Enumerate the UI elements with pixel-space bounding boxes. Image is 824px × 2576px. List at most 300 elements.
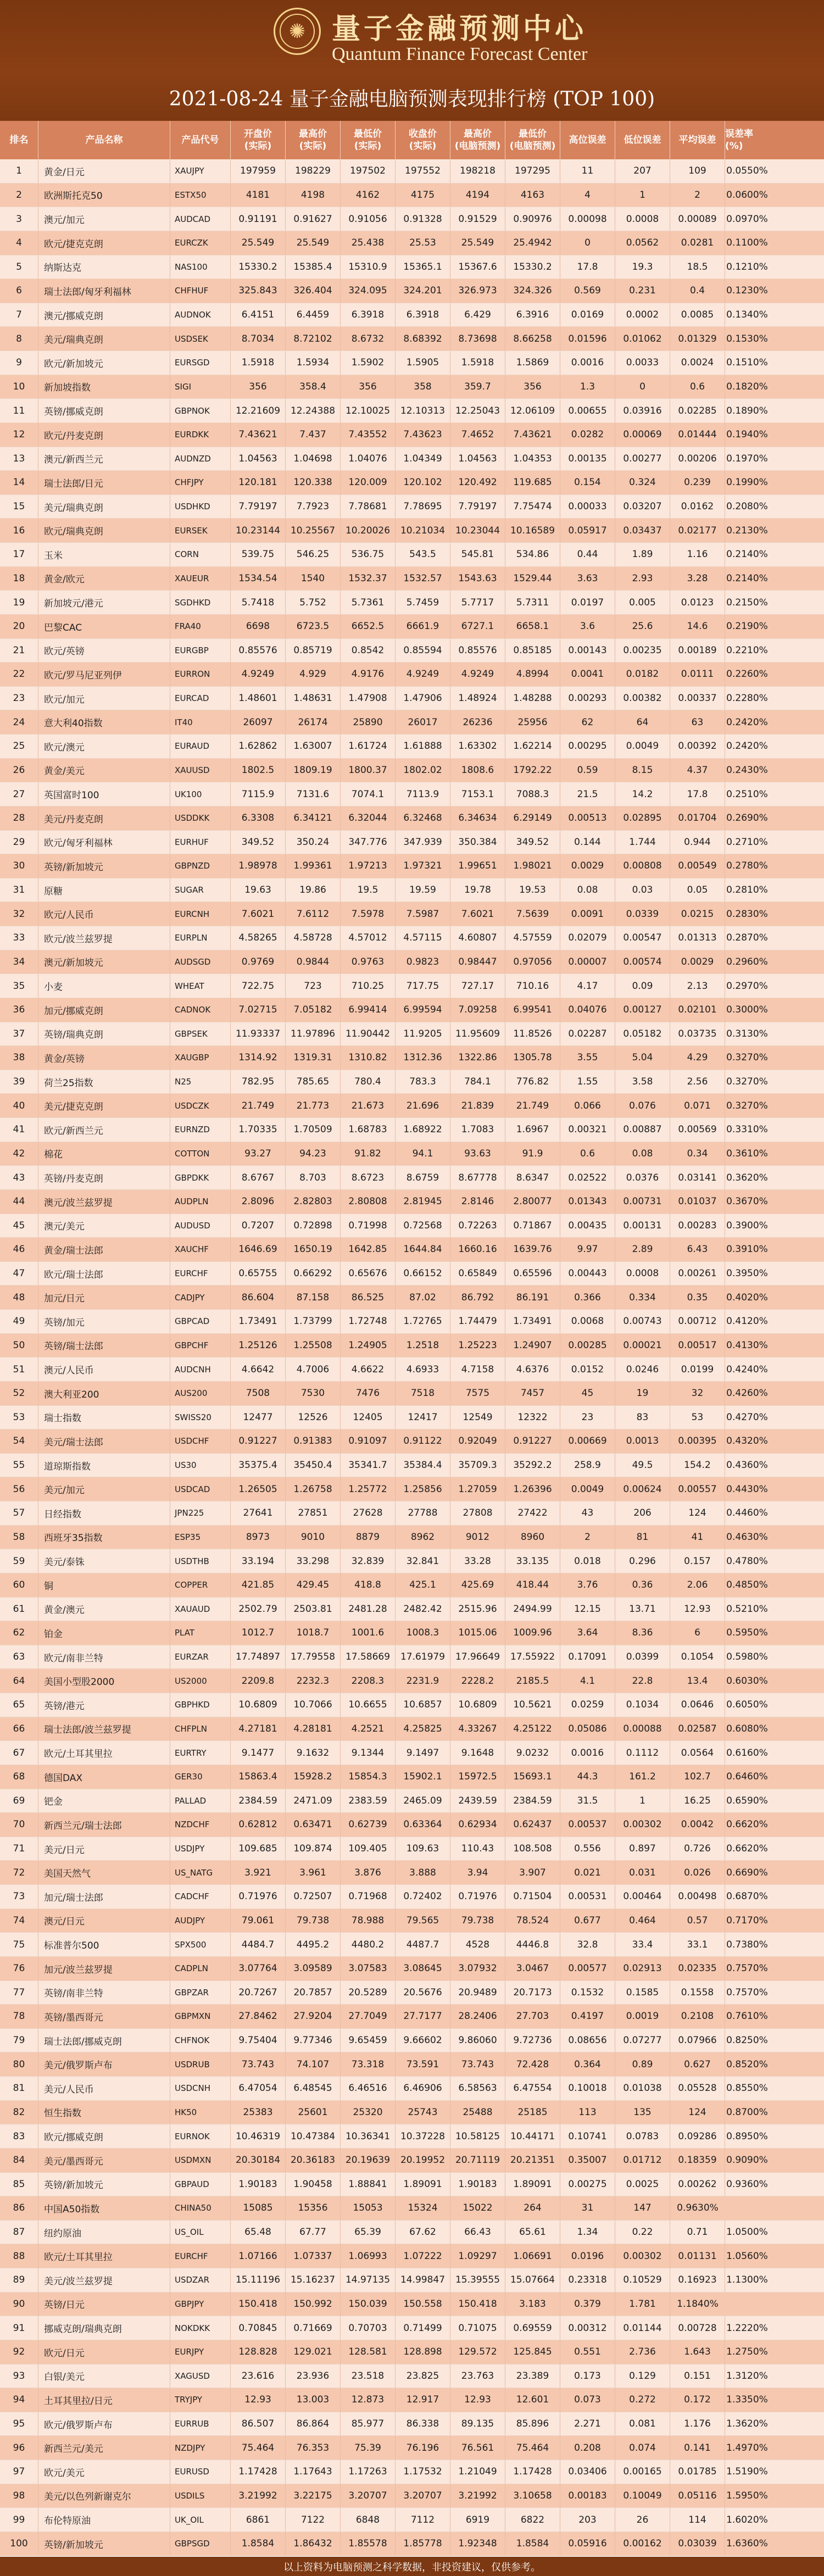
column-header-label: 排名: [9, 135, 29, 146]
table-cell: 85.977: [341, 2412, 396, 2436]
table-cell: 81: [615, 1526, 670, 1549]
table-row: [0, 663, 824, 687]
table-cell: 33.135: [505, 1549, 560, 1573]
table-cell: 1.781: [615, 2293, 670, 2316]
table-cell: 4163: [505, 183, 560, 207]
table-cell: 12: [0, 423, 38, 447]
table-cell: 35450.4: [286, 1454, 341, 1477]
table-cell: 0: [615, 375, 670, 399]
table-cell: 0.0197: [560, 591, 615, 614]
table-cell: 12.15: [560, 1598, 615, 1621]
table-cell: 19.86: [286, 878, 341, 902]
table-cell: 55: [0, 1454, 38, 1477]
table-cell: 4.58265: [231, 926, 286, 950]
table-cell: 23: [560, 1406, 615, 1429]
table-cell: 6.4459: [286, 303, 341, 327]
table-row: [0, 2532, 824, 2556]
table-row: [0, 902, 824, 926]
table-cell: 欧元/新西兰元: [38, 1118, 170, 1142]
table-cell: 129.572: [450, 2340, 505, 2364]
table-cell: 0.00033: [560, 495, 615, 519]
table-cell: 20.19952: [396, 2149, 450, 2172]
table-cell: 0.00887: [615, 1118, 670, 1142]
table-cell: 3.64: [560, 1621, 615, 1645]
table-cell: USDZAR: [170, 2268, 231, 2292]
table-row: [0, 2436, 824, 2460]
table-cell: 0.3270%: [726, 1076, 768, 1088]
table-cell: 0.9823: [396, 950, 450, 974]
table-cell: 53: [0, 1406, 38, 1429]
table-cell: 原糖: [38, 878, 170, 902]
table-cell: 0.3620%: [726, 1172, 768, 1183]
table-cell: 0.4850%: [726, 1579, 768, 1591]
table-cell: GBPCAD: [170, 1310, 231, 1333]
table-cell: 86.338: [396, 2412, 450, 2436]
table-cell: 12477: [231, 1406, 286, 1429]
table-cell: 1.97321: [396, 854, 450, 878]
table-cell: 4.9249: [396, 663, 450, 686]
table-cell: 0.65676: [341, 1262, 396, 1286]
table-cell: 0.2830%: [726, 908, 768, 920]
table-cell: 25383: [231, 2101, 286, 2124]
table-cell: 114: [670, 2508, 725, 2532]
table-cell: 4.25122: [505, 1717, 560, 1741]
table-cell: 1.89091: [505, 2173, 560, 2196]
table-cell: 31: [560, 2196, 615, 2220]
table-row: [0, 782, 824, 806]
table-cell: 4198: [286, 183, 341, 207]
table-cell: 0.0049: [615, 735, 670, 758]
table-cell: 4.33267: [450, 1717, 505, 1741]
table-cell: 6658.1: [505, 615, 560, 638]
table-cell: 9.77346: [286, 2029, 341, 2052]
table-cell: 欧元/土耳其里拉: [38, 2244, 170, 2268]
table-cell: 23.518: [341, 2364, 396, 2388]
table-cell: 1.70509: [286, 1118, 341, 1142]
table-cell: 0.00624: [615, 1477, 670, 1501]
table-cell: 72: [0, 1861, 38, 1884]
brand-logo: [274, 8, 321, 55]
table-cell: 356: [341, 375, 396, 399]
table-cell: 1.61888: [396, 735, 450, 758]
table-cell: 48: [0, 1286, 38, 1309]
table-cell: 27.7177: [396, 2005, 450, 2028]
table-cell: 0.69559: [505, 2316, 560, 2340]
table-cell: 0.92049: [450, 1429, 505, 1453]
table-cell: 0.0282: [560, 423, 615, 447]
table-cell: 0.0033: [615, 351, 670, 375]
table-cell: 0.1530%: [726, 333, 768, 344]
table-cell: USDSEK: [170, 327, 231, 350]
table-cell: 62: [560, 710, 615, 734]
table-cell: 86.507: [231, 2412, 286, 2436]
table-cell: 15356: [286, 2196, 341, 2220]
table-cell: 0.71976: [450, 1885, 505, 1909]
table-cell: 中国A50指数: [38, 2196, 170, 2220]
table-cell: 1646.69: [231, 1238, 286, 1261]
table-cell: 2.271: [560, 2412, 615, 2436]
table-cell: 7.43621: [505, 423, 560, 447]
table-cell: 白银/美元: [38, 2364, 170, 2388]
column-header-sublabel: (实际): [409, 141, 437, 152]
table-cell: 2.56: [670, 1070, 725, 1094]
table-cell: 0.1532: [560, 1981, 615, 2005]
table-cell: 0.91056: [341, 207, 396, 231]
table-cell: 瑞士法郎/日元: [38, 471, 170, 494]
table-cell: 0.00395: [670, 1429, 725, 1453]
table-cell: 15863.4: [231, 1765, 286, 1789]
table-cell: 1: [615, 1789, 670, 1813]
table-cell: 3.20707: [396, 2484, 450, 2508]
table-cell: 86.604: [231, 1286, 286, 1309]
table-cell: 27422: [505, 1501, 560, 1525]
table-cell: 1.73491: [231, 1310, 286, 1333]
table-cell: 90: [0, 2293, 38, 2316]
table-cell: 11.93337: [231, 1022, 286, 1046]
table-cell: 5.7418: [231, 591, 286, 614]
table-cell: 23: [0, 687, 38, 710]
table-cell: 美元/瑞典克朗: [38, 327, 170, 350]
table-cell: 1.72765: [396, 1310, 450, 1333]
table-cell: 0.91383: [286, 1429, 341, 1453]
table-cell: 3.07583: [341, 1957, 396, 1980]
table-cell: 60: [0, 1573, 38, 1597]
table-cell: 8.7034: [231, 327, 286, 350]
table-cell: 1.48601: [231, 687, 286, 710]
table-cell: 1.5934: [286, 351, 341, 375]
table-cell: 8.67778: [450, 1166, 505, 1189]
table-cell: 32: [0, 902, 38, 926]
table-cell: 32.8: [560, 1933, 615, 1956]
table-cell: 0.91191: [231, 207, 286, 231]
table-cell: 33.1: [670, 1933, 725, 1956]
table-cell: 6919: [450, 2508, 505, 2532]
table-cell: 1.55: [560, 1070, 615, 1094]
table-cell: 1.1840%: [677, 2298, 719, 2310]
table-cell: 78.988: [341, 1909, 396, 1933]
table-cell: 1.2220%: [726, 2322, 768, 2334]
table-cell: EURHUF: [170, 831, 231, 854]
table-cell: 1.62214: [505, 735, 560, 758]
ranking-table: [0, 159, 824, 2556]
table-cell: EURCHF: [170, 1262, 231, 1286]
table-cell: 澳元/加元: [38, 207, 170, 231]
table-cell: 4.29: [670, 1046, 725, 1070]
table-cell: 120.009: [341, 471, 396, 494]
table-cell: 41: [0, 1118, 38, 1142]
table-cell: 0.154: [560, 471, 615, 494]
table-row: [0, 2077, 824, 2101]
table-row: [0, 1357, 824, 1382]
column-header-sublabel: (电脑预测): [509, 141, 556, 152]
table-cell: 0.07966: [670, 2029, 725, 2052]
table-cell: 2.80077: [505, 1190, 560, 1214]
table-cell: 道琼斯指数: [38, 1454, 170, 1477]
table-cell: CADNOK: [170, 998, 231, 1022]
table-cell: 0.02079: [560, 926, 615, 950]
table-cell: 0.08656: [560, 2029, 615, 2052]
table-cell: 15324: [396, 2196, 450, 2220]
table-cell: USDCZK: [170, 1094, 231, 1117]
table-cell: 0.10741: [560, 2124, 615, 2148]
table-cell: 0.4260%: [726, 1388, 768, 1399]
table-cell: 94: [0, 2388, 38, 2412]
table-cell: NAS100: [170, 255, 231, 279]
table-cell: 12.93: [231, 2388, 286, 2412]
table-cell: 7.79197: [450, 495, 505, 519]
table-cell: 79.061: [231, 1909, 286, 1933]
table-cell: EURPLN: [170, 926, 231, 950]
table-row: [0, 1406, 824, 1430]
table-cell: 1.98021: [505, 854, 560, 878]
table-cell: 0.1100%: [726, 237, 768, 249]
table-cell: 207: [615, 159, 670, 183]
table-cell: 0.2420%: [726, 741, 768, 752]
table-cell: 7.43623: [396, 423, 450, 447]
table-cell: 0.00135: [560, 447, 615, 471]
table-row: [0, 2052, 824, 2077]
table-cell: 2482.42: [396, 1598, 450, 1621]
table-cell: 0.36: [615, 1573, 670, 1597]
table-cell: JPN225: [170, 1501, 231, 1525]
table-cell: 美元/以色列新谢克尔: [38, 2484, 170, 2508]
table-cell: 35375.4: [231, 1454, 286, 1477]
table-cell: 2231.9: [396, 1669, 450, 1693]
table-cell: 350.24: [286, 831, 341, 854]
table-cell: 350.384: [450, 831, 505, 854]
table-cell: 1.09297: [450, 2244, 505, 2268]
table-cell: GBPDKK: [170, 1166, 231, 1189]
table-cell: 4181: [231, 183, 286, 207]
table-cell: AUDCNH: [170, 1357, 231, 1381]
table-cell: 0.9769: [231, 950, 286, 974]
table-cell: 3.21992: [450, 2484, 505, 2508]
table-cell: 0.00517: [670, 1334, 725, 1357]
table-row: [0, 231, 824, 255]
table-cell: 1.17428: [231, 2460, 286, 2484]
table-cell: 12.06109: [505, 399, 560, 422]
table-cell: 358: [396, 375, 450, 399]
table-cell: 0.6620%: [726, 1819, 768, 1831]
table-cell: 21.773: [286, 1094, 341, 1117]
table-cell: 47: [0, 1262, 38, 1286]
table-row: [0, 1070, 824, 1094]
brand-name-en: Quantum Finance Forecast Center: [332, 44, 588, 64]
table-cell: 0: [560, 231, 615, 255]
table-cell: 欧元/土耳其里拉: [38, 1741, 170, 1765]
table-cell: 2232.3: [286, 1669, 341, 1693]
table-cell: 0.0091: [560, 902, 615, 926]
table-cell: 9.1497: [396, 1741, 450, 1765]
table-cell: 1.8584: [231, 2532, 286, 2556]
table-cell: 1.26505: [231, 1477, 286, 1501]
table-cell: 4.6622: [341, 1357, 396, 1381]
table-cell: 0.7207: [231, 1214, 286, 1238]
table-cell: 25890: [341, 710, 396, 734]
table-cell: 0.7170%: [726, 1915, 768, 1926]
table-cell: 瑞士法郎/挪威克朗: [38, 2029, 170, 2052]
table-row: [0, 375, 824, 399]
table-cell: AUDNOK: [170, 303, 231, 327]
table-cell: 1.17428: [505, 2460, 560, 2484]
table-row: [0, 1238, 824, 1262]
table-cell: 2384.59: [231, 1789, 286, 1813]
table-cell: 1.2750%: [726, 2346, 768, 2358]
table-cell: 10.47384: [286, 2124, 341, 2148]
table-cell: 3.10658: [505, 2484, 560, 2508]
table-cell: 1.25508: [286, 1334, 341, 1357]
table-cell: CHFNOK: [170, 2029, 231, 2052]
table-cell: 0.00302: [615, 1813, 670, 1837]
table-cell: 19.59: [396, 878, 450, 902]
table-cell: 206: [615, 1501, 670, 1525]
table-cell: 21.673: [341, 1094, 396, 1117]
table-cell: 3.21992: [231, 2484, 286, 2508]
table-cell: 67.62: [396, 2221, 450, 2244]
table-cell: 0.00277: [615, 447, 670, 471]
column-header-label: 最高价: [464, 129, 492, 140]
table-cell: 0.3900%: [726, 1220, 768, 1231]
table-cell: 16.25: [670, 1789, 725, 1813]
table-cell: 0.074: [615, 2436, 670, 2460]
table-cell: 2.13: [670, 974, 725, 998]
table-cell: 6.3916: [505, 303, 560, 327]
table-cell: 93: [0, 2364, 38, 2388]
table-cell: 21.839: [450, 1094, 505, 1117]
table-cell: 0.72402: [396, 1885, 450, 1909]
table-cell: 198218: [450, 159, 505, 183]
table-cell: 94.23: [286, 1142, 341, 1166]
table-cell: 17.61979: [396, 1645, 450, 1669]
table-cell: 6727.1: [450, 615, 505, 638]
table-cell: 0.6030%: [726, 1675, 768, 1687]
table-cell: 326.404: [286, 279, 341, 303]
table-cell: 0.5980%: [726, 1651, 768, 1663]
table-cell: CORN: [170, 543, 231, 566]
table-cell: 欧元/瑞士法郎: [38, 1262, 170, 1286]
table-cell: 新西兰元/美元: [38, 2436, 170, 2460]
table-cell: 12526: [286, 1406, 341, 1429]
table-cell: 8962: [396, 1526, 450, 1549]
table-cell: USDCNH: [170, 2077, 231, 2100]
table-cell: 4446.8: [505, 1933, 560, 1956]
table-cell: 0.4460%: [726, 1507, 768, 1519]
table-row: [0, 1645, 824, 1670]
table-cell: 56: [0, 1477, 38, 1501]
table-cell: 86: [0, 2196, 38, 2220]
table-cell: 67: [0, 1741, 38, 1765]
table-cell: 536.75: [341, 543, 396, 566]
table-cell: 1809.19: [286, 759, 341, 782]
table-cell: 1.27059: [450, 1477, 505, 1501]
table-cell: 6.34634: [450, 806, 505, 830]
table-cell: 0.66152: [396, 1262, 450, 1286]
table-cell: 1: [615, 183, 670, 207]
table-cell: 0.2260%: [726, 669, 768, 680]
table-cell: 欧元/挪威克朗: [38, 2124, 170, 2148]
table-cell: 28: [0, 806, 38, 830]
table-cell: 0.151: [670, 2364, 725, 2388]
table-cell: 25.53: [396, 231, 450, 255]
table-cell: 0.97056: [505, 950, 560, 974]
table-cell: 65.48: [231, 2221, 286, 2244]
table-cell: 0.71669: [286, 2316, 341, 2340]
table-cell: 黄金/日元: [38, 159, 170, 183]
table-cell: 41: [670, 1526, 725, 1549]
table-cell: 6.48545: [286, 2077, 341, 2100]
column-header-sublabel: (实际): [244, 141, 272, 152]
table-cell: 7.6021: [231, 902, 286, 926]
table-cell: 0.08: [615, 1142, 670, 1166]
table-cell: 0.10049: [615, 2484, 670, 2508]
table-cell: 0.00531: [560, 1885, 615, 1909]
table-cell: 11.97896: [286, 1022, 341, 1046]
table-cell: 1.90183: [450, 2173, 505, 2196]
table-cell: 黄金/美元: [38, 759, 170, 782]
table-cell: 3.888: [396, 1861, 450, 1884]
table-cell: 33: [0, 926, 38, 950]
table-cell: 0.0182: [615, 663, 670, 686]
table-cell: 0.00293: [560, 687, 615, 710]
table-cell: 120.492: [450, 471, 505, 494]
table-cell: 4.57115: [396, 926, 450, 950]
table-cell: 西班牙35指数: [38, 1526, 170, 1549]
table-cell: 0.00021: [615, 1334, 670, 1357]
table-cell: 3.6: [560, 615, 615, 638]
table-cell: GBPSEK: [170, 1022, 231, 1046]
table-cell: 429.45: [286, 1573, 341, 1597]
table-cell: 3.09589: [286, 1957, 341, 1980]
table-cell: 65.61: [505, 2221, 560, 2244]
table-cell: 58: [0, 1526, 38, 1549]
table-cell: 21.749: [231, 1094, 286, 1117]
table-cell: 0.627: [670, 2052, 725, 2076]
table-cell: 0.05917: [560, 519, 615, 542]
table-cell: 10.6857: [396, 1693, 450, 1717]
table-row: [0, 1046, 824, 1070]
table-cell: 9010: [286, 1526, 341, 1549]
table-cell: 12.10025: [341, 399, 396, 422]
table-cell: 6: [670, 1621, 725, 1645]
table-cell: 1.3620%: [726, 2418, 768, 2430]
table-cell: USDJPY: [170, 1837, 231, 1861]
table-cell: 新加坡指数: [38, 375, 170, 399]
table-cell: 23.825: [396, 2364, 450, 2388]
column-header: [725, 121, 769, 159]
table-cell: 10.7066: [286, 1693, 341, 1717]
table-cell: 0.00498: [670, 1885, 725, 1909]
table-cell: 澳元/人民币: [38, 1357, 170, 1381]
table-cell: 0.85576: [450, 639, 505, 663]
table-cell: 15854.3: [341, 1765, 396, 1789]
table-cell: 0.0013: [615, 1429, 670, 1453]
table-cell: 73.743: [231, 2052, 286, 2076]
table-cell: 0.0281: [670, 231, 725, 255]
table-cell: 0.8700%: [726, 2106, 768, 2118]
table-cell: 0.0029: [670, 950, 725, 974]
table-cell: 0.0215: [670, 902, 725, 926]
column-header-label: 最高价: [299, 129, 327, 140]
table-cell: 0.0111: [670, 663, 725, 686]
table-cell: 150.558: [396, 2293, 450, 2316]
table-cell: 0.65596: [505, 1262, 560, 1286]
table-cell: 2.93: [615, 567, 670, 591]
table-cell: 1305.78: [505, 1046, 560, 1070]
table-cell: 英镑/南非兰特: [38, 1981, 170, 2005]
table-cell: 铜: [38, 1573, 170, 1597]
table-cell: EURRON: [170, 663, 231, 686]
table-cell: 瑞士指数: [38, 1406, 170, 1429]
